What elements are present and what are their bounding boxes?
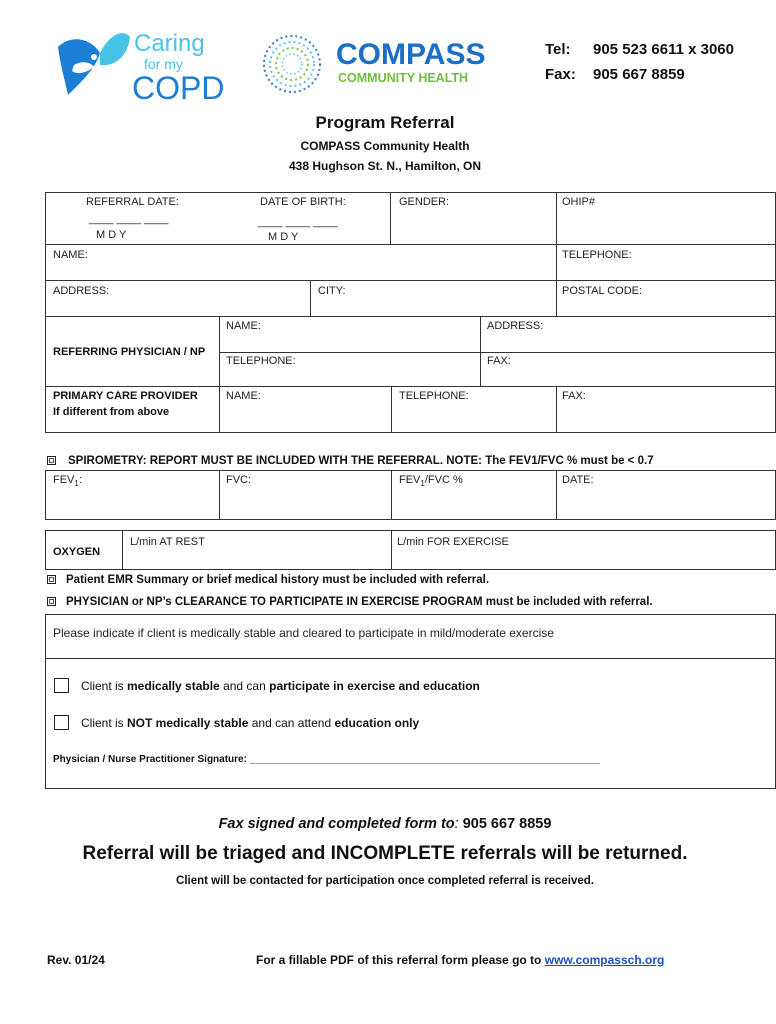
fax-label: Fax: [545, 66, 576, 83]
referral-date-label: REFERRAL DATE: [86, 196, 179, 208]
referral-date-mdy: M D Y [96, 229, 127, 241]
org-address: 438 Hughson St. N., Hamilton, ON [288, 159, 482, 173]
primary-care-sublabel: If different from above [53, 406, 170, 418]
oxygen-rest-label: L/min AT REST [130, 536, 205, 548]
emr-summary-note: Patient EMR Summary or brief medical history must be included with referral. [66, 574, 490, 586]
page-title: Program Referral [315, 113, 455, 132]
copd-logo-text-copd: COPD [132, 70, 225, 106]
fev1-label: $FEV_1$: [53, 474, 82, 489]
dob-label: DATE OF BIRTH: [260, 196, 346, 208]
dob-blanks: ____ ____ ____ [258, 216, 338, 228]
fax-contact [545, 66, 685, 83]
fev1-fvc-label: $FEV_1$/FVC % [399, 474, 463, 489]
city-cell[interactable] [310, 280, 557, 317]
ohip-label: OHIP# [562, 196, 596, 208]
physician-fax-cell[interactable] [480, 352, 776, 387]
spirometry-note: SPIROMETRY: REPORT MUST BE INCLUDED WITH THE REFERRAL. NOTE: The FEV1/FVC % must be < 0.7 [68, 455, 654, 467]
fvc-label: FVC: [226, 474, 252, 486]
name-cell[interactable] [45, 244, 557, 281]
copd-logo-text-caring: Caring [134, 30, 205, 57]
medically-stable-option: Client is medically stable and can participate in exercise and education [81, 679, 480, 693]
community-health-logo-text: COMMUNITY HEALTH [338, 71, 469, 85]
dob-mdy: M D Y [268, 231, 299, 243]
tel-label: Tel: [545, 41, 571, 58]
telephone-contact [545, 41, 734, 58]
not-medically-stable-option: Client is NOT medically stable and can attend education only [81, 716, 420, 730]
tel-value: 905 523 6611 x 3060 [593, 41, 734, 58]
oxygen-label: OXYGEN [53, 546, 101, 558]
physician-telephone-label: TELEPHONE: [226, 355, 296, 367]
fax-instruction: Fax signed and completed form to: 905 667 8859 [218, 816, 552, 832]
clearance-instruction: Please indicate if client is medically stable and cleared to participate in mild/moderate exercise [53, 626, 554, 640]
emr-summary-checkbox[interactable] [47, 575, 56, 584]
physician-fax-label: FAX: [487, 355, 511, 367]
compass-logo-text: COMPASS [336, 38, 486, 71]
revision-label: Rev. 01/24 [47, 953, 105, 967]
org-name: COMPASS Community Health [300, 139, 470, 153]
primary-care-label: PRIMARY CARE PROVIDER [53, 390, 198, 402]
compass-community-health-logo [252, 24, 492, 104]
fillable-pdf-note: For a fillable PDF of this referral form please go to www.compassch.org [256, 953, 665, 967]
spirometry-date-label: DATE: [562, 474, 594, 486]
primary-fax-cell[interactable] [556, 386, 776, 433]
signature-line[interactable]: Physician / Nurse Practitioner Signature: _______________________________________________________________ [53, 754, 601, 765]
medically-stable-checkbox[interactable] [54, 678, 69, 693]
clearance-checkbox[interactable] [47, 597, 56, 606]
fax-value: 905 667 8859 [593, 66, 685, 83]
caring-for-my-copd-logo [50, 25, 225, 106]
telephone-label: TELEPHONE: [562, 249, 632, 261]
physician-name-label: NAME: [226, 320, 261, 332]
primary-name-label: NAME: [226, 390, 261, 402]
compass-dots-icon [252, 24, 492, 104]
compassch-link[interactable]: www.compassch.org [544, 953, 665, 967]
referral-date-blanks: ____ ____ ____ [89, 213, 169, 225]
copd-logo-text-for-my: for my [144, 56, 183, 72]
referring-physician-label: REFERRING PHYSICIAN / NP [53, 346, 206, 358]
name-label: NAME: [53, 249, 88, 261]
spirometry-checkbox[interactable] [47, 456, 56, 465]
contact-notice: Client will be contacted for participation once completed referral is received. [176, 875, 594, 887]
city-label: CITY: [318, 285, 346, 297]
copd-butterfly-icon [50, 25, 225, 106]
primary-fax-label: FAX: [562, 390, 586, 402]
address-label: ADDRESS: [53, 285, 110, 297]
primary-telephone-label: TELEPHONE: [399, 390, 469, 402]
clearance-note: PHYSICIAN or NP’s CLEARANCE TO PARTICIPATE IN EXERCISE PROGRAM must be included with referral. [66, 596, 653, 608]
gender-label: GENDER: [399, 196, 450, 208]
triage-notice: Referral will be triaged and INCOMPLETE referrals will be returned. [82, 843, 688, 864]
oxygen-exercise-label: L/min FOR EXERCISE [397, 536, 509, 548]
physician-address-label: ADDRESS: [487, 320, 544, 332]
postal-code-label: POSTAL CODE: [562, 285, 643, 297]
not-medically-stable-checkbox[interactable] [54, 715, 69, 730]
